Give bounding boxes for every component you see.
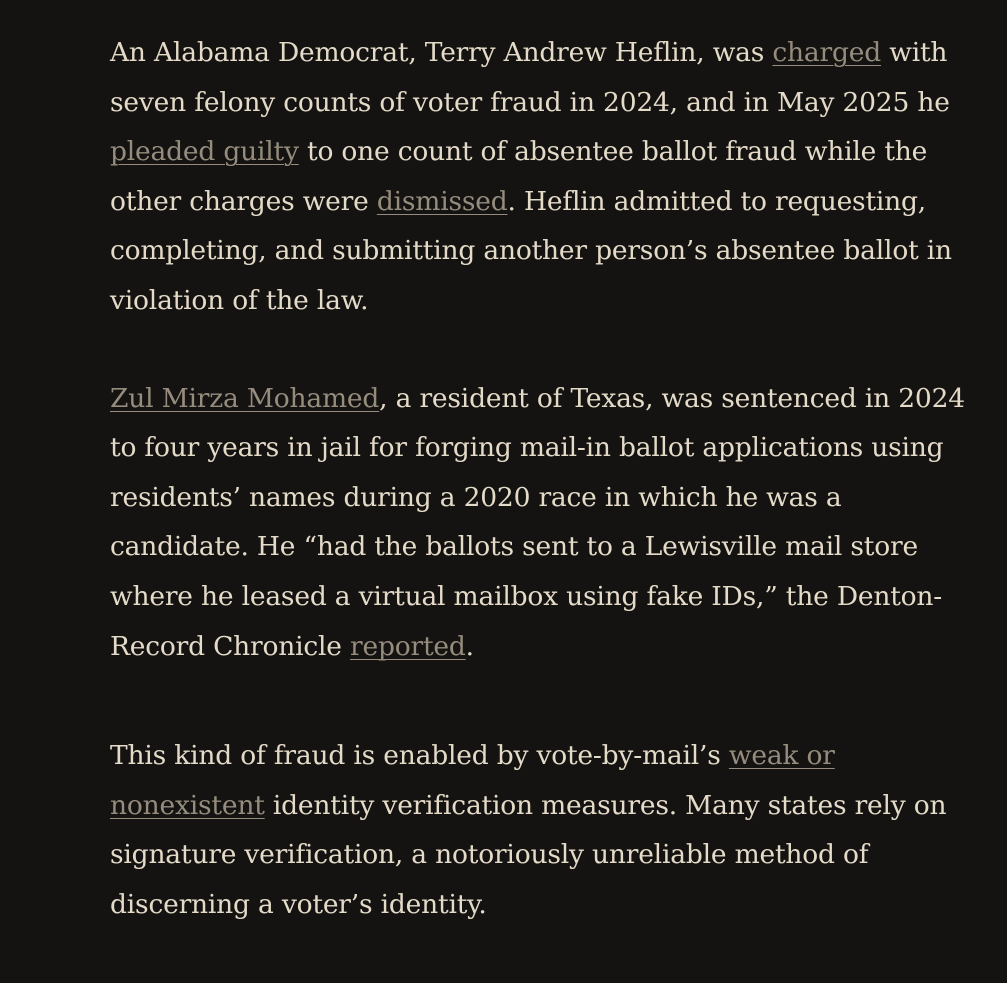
paragraph-text: . Heflin admitted to requesting, completing, and submitting another person’s absentee ballot in violation of the law. [110,185,952,316]
paragraph-text: identity verification measures. Many states rely on signature verification, a notoriously unreliable method of discerning a voter’s identity. [110,789,947,920]
paragraph-text: . [465,630,474,662]
link-reported[interactable]: reported [350,630,466,662]
paragraph-text: An Alabama Democrat, Terry Andrew Heflin, was [110,37,773,68]
link-dismissed[interactable]: dismissed [376,185,508,217]
paragraph-text: , a resident of Texas, was sentenced in 2024 to four years in jail for forging mail-in ballot applications using residents’ names during a 2020 race in which he was a candidate. He “had the ballots sent to a Lewisville mail store where he leased a virtual mailbox using fake IDs,” the Denton-Record Chronicle [110,382,965,662]
link-pleaded-guilty[interactable]: pleaded guilty [110,136,299,168]
paragraph-heflin [110,28,970,326]
paragraph-mohamed [110,374,970,672]
paragraph-vote-by-mail [110,731,970,929]
link-charged[interactable]: charged [772,37,881,68]
paragraph-text: to one count of absentee ballot fraud while the other charges were [110,136,928,217]
link-weak-or-nonexistent[interactable]: weak or nonexistent [110,740,835,821]
link-zul-mirza-mohamed[interactable]: Zul Mirza Mohamed [110,382,380,414]
paragraph-text: with seven felony counts of voter fraud in 2024, and in May 2025 he [110,37,950,118]
article-body [110,28,970,930]
paragraph-text: This kind of fraud is enabled by vote-by-mail’s [110,740,729,772]
